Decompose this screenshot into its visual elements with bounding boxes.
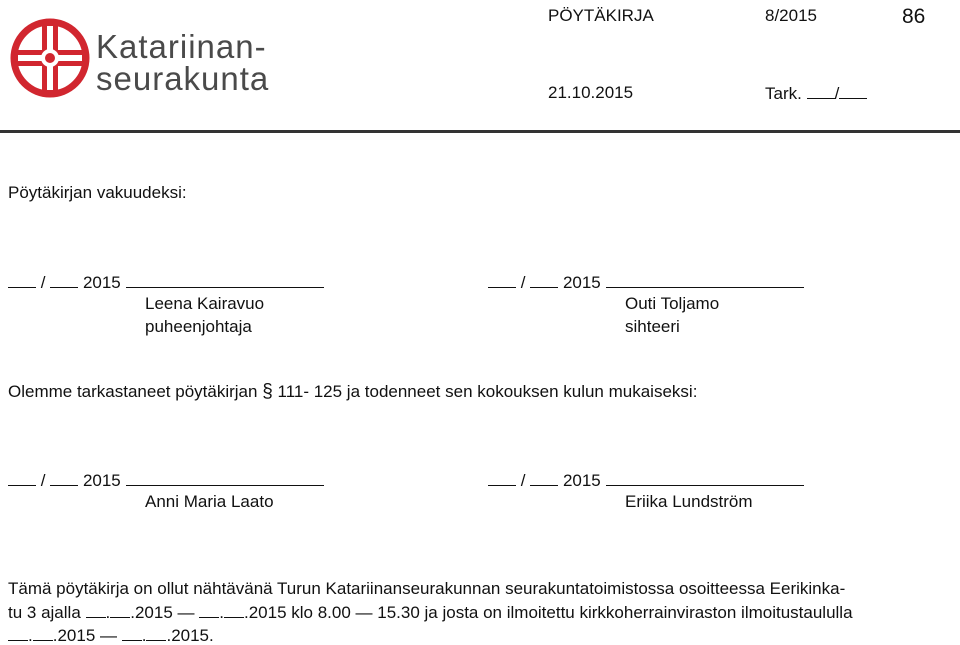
date-blank: [122, 626, 142, 641]
check-label: Tark.: [765, 84, 802, 103]
notice-line-2: [8, 603, 853, 621]
notice-dot: .: [28, 626, 33, 645]
notice-year: .2015: [130, 603, 173, 622]
review-text-before: Olemme tarkastaneet pöytäkirjan: [8, 382, 258, 401]
header-divider: [0, 130, 960, 133]
date-blank: [8, 626, 28, 641]
notice-text: .2015 klo 8.00 — 15.30 ja josta on ilmoitettu kirkkoherrainviraston ilmoitustaululla: [244, 603, 853, 622]
signature-year: 2015: [562, 471, 601, 490]
section-title: Pöytäkirjan vakuudeksi:: [8, 183, 187, 202]
doc-number: 8/2015: [765, 6, 817, 25]
signer-name: Outi Toljamo: [625, 294, 720, 313]
notice-dot: .: [219, 603, 224, 622]
signature-year: 2015: [562, 273, 601, 292]
date-blank: [86, 603, 106, 618]
signature-blank: [606, 273, 804, 288]
cross-in-circle-icon: [10, 18, 90, 98]
signature-blank: [606, 471, 804, 486]
review-statement: [8, 382, 697, 401]
date-blank: [146, 626, 166, 641]
signature-line-chair: [8, 273, 324, 291]
notice-dot: .: [141, 626, 147, 645]
signature-year: 2015: [82, 471, 121, 490]
check-blank-2: [839, 84, 867, 99]
signature-year: 2015: [82, 273, 121, 292]
signer-name: Anni Maria Laato: [145, 492, 274, 511]
notice-line-1: Tämä pöytäkirja on ollut nähtävänä Turun Katariinanseurakunnan seurakuntatoimistossa osoitteessa Eerikinka-: [8, 579, 846, 598]
date-blank: [33, 626, 53, 641]
meeting-date: 21.10.2015: [548, 83, 634, 102]
date-sep: /: [520, 471, 526, 490]
date-blank: [530, 471, 558, 486]
signer-role: puheenjohtaja: [145, 317, 252, 336]
signature-line-reviewer-1: [8, 471, 324, 489]
date-blank: [488, 273, 516, 288]
page-number: 86: [902, 5, 926, 28]
date-blank: [50, 273, 78, 288]
check-blank-1: [807, 84, 835, 99]
notice-dot: .: [105, 603, 111, 622]
signature-line-reviewer-2: [488, 471, 804, 489]
date-blank: [110, 603, 130, 618]
signer-name: Eriika Lundström: [625, 492, 753, 511]
notice-line-3: [8, 626, 214, 644]
date-blank: [8, 471, 36, 486]
notice-dash: —: [177, 603, 195, 622]
notice-text: tu 3 ajalla: [8, 603, 81, 622]
date-sep: /: [40, 471, 46, 490]
logo-emblem: [10, 18, 90, 98]
review-text-after: 111- 125 ja todenneet sen kokouksen kulun mukaiseksi:: [277, 382, 698, 401]
notice-text: .2015.: [166, 626, 214, 645]
doc-type: PÖYTÄKIRJA: [548, 6, 654, 25]
notice-text: .2015 —: [52, 626, 117, 645]
signature-blank: [126, 273, 324, 288]
date-blank: [530, 273, 558, 288]
logo-text-line2: seurakunta: [96, 60, 270, 97]
check-field: [765, 84, 867, 102]
signature-blank: [126, 471, 324, 486]
date-sep: /: [40, 273, 46, 292]
signature-line-secretary: [488, 273, 804, 291]
signer-role: sihteeri: [625, 317, 680, 336]
date-sep: /: [520, 273, 526, 292]
date-blank: [488, 471, 516, 486]
date-blank: [224, 603, 244, 618]
logo-text-line1: Katariinan-: [96, 28, 267, 65]
date-blank: [199, 603, 219, 618]
signer-name: Leena Kairavuo: [145, 294, 265, 313]
date-blank: [8, 273, 36, 288]
check-sep: /: [834, 84, 840, 103]
section-symbol: §: [262, 381, 273, 402]
date-blank: [50, 471, 78, 486]
